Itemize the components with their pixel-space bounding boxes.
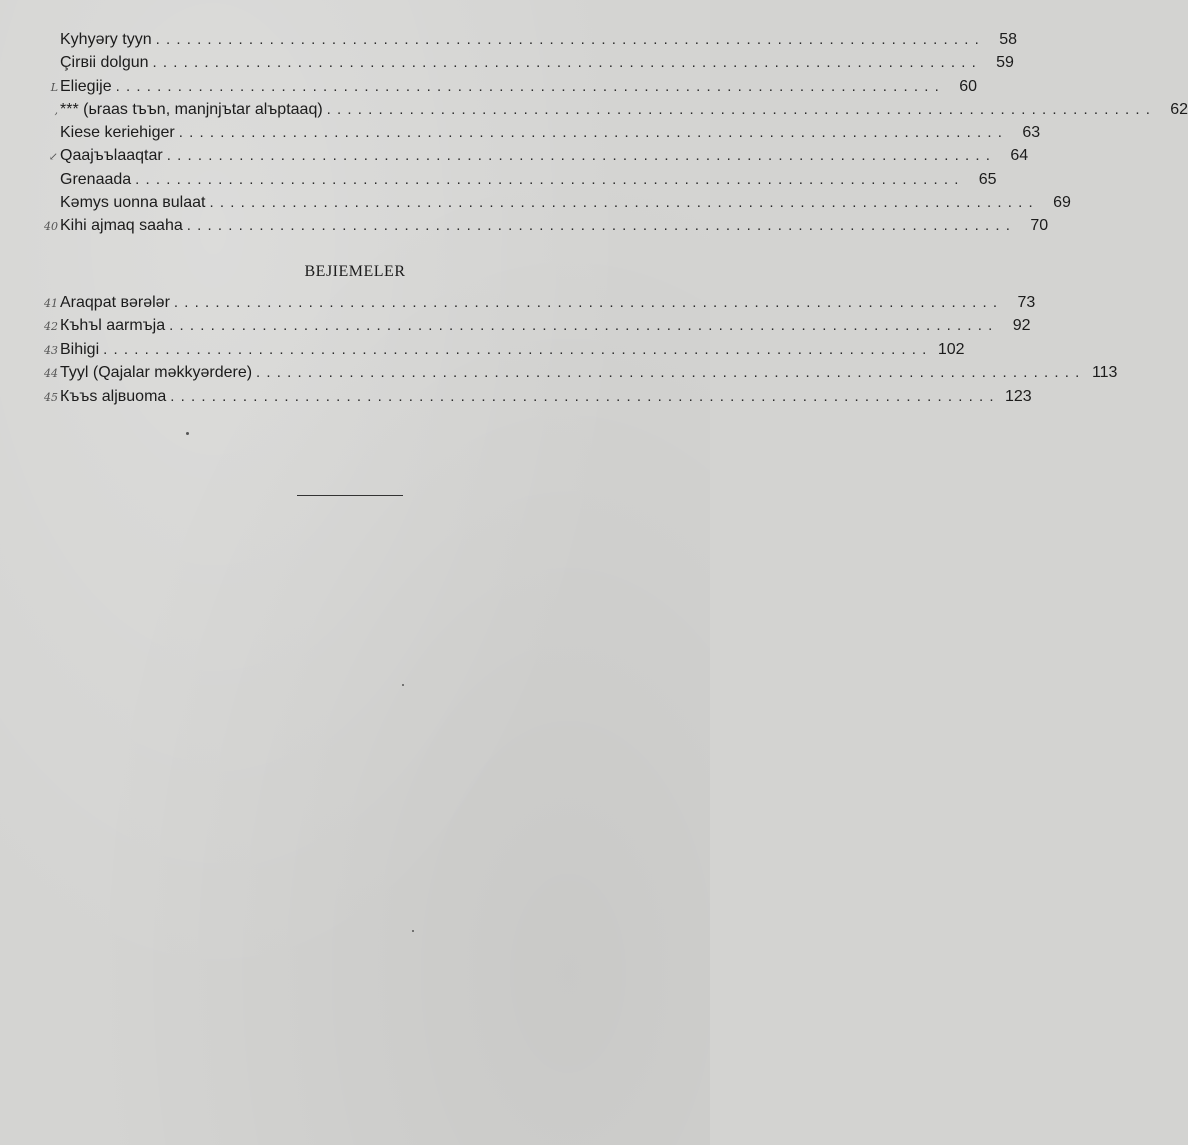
entry-page-number: 60 [959, 77, 977, 95]
handwritten-margin-note: 44 [44, 367, 58, 381]
toc-entry [60, 168, 997, 191]
entry-title: Къhъl aarmъja [60, 317, 166, 335]
table-of-contents [44, 28, 1188, 238]
entry-page-number: 59 [996, 54, 1014, 72]
paper-speck [412, 930, 414, 932]
dot-leader: ................................................................................ [135, 170, 965, 188]
entry-title: Bihigi [60, 340, 100, 358]
handwritten-margin-note: 45 [44, 390, 58, 404]
handwritten-margin-note: 42 [44, 320, 58, 334]
entry-title: Grenaada [60, 170, 132, 188]
entry-title: Kihi ajmaq saaha [60, 217, 183, 235]
handwritten-margin-note: 40 [44, 220, 58, 234]
toc-entry [60, 191, 1071, 214]
dot-leader: ................................................................................ [155, 31, 985, 48]
entry-page-number: 113 [1091, 364, 1118, 382]
toc-entry [44, 338, 965, 361]
entry-title: Çirвii dolgun [60, 54, 149, 72]
dot-leader: ................................................................................ [115, 77, 945, 95]
handwritten-margin-note: 43 [44, 343, 58, 357]
entry-page-number: 73 [1017, 294, 1036, 311]
entry-title: Kəmys uonna вulaat [60, 194, 206, 212]
entry-page-number: 69 [1053, 194, 1071, 212]
entry-title: Kyhyəry tyyn [60, 31, 152, 48]
dot-leader: ................................................................................ [166, 147, 997, 165]
entry-page-number: 62 [1170, 100, 1188, 118]
dot-leader: ................................................................................ [178, 124, 1009, 142]
entry-title: Kiese keriehiger [60, 124, 175, 142]
toc-entry [44, 314, 1031, 337]
toc-entry [44, 291, 1036, 314]
handwritten-margin-note: ↙ [48, 150, 58, 164]
dot-leader: ................................................................................ [186, 217, 1017, 235]
entry-page-number: 123 [1005, 387, 1032, 405]
entry-page-number: 92 [1012, 317, 1031, 335]
entry-title: *** (ьraas tъъn, manjnjъtar alъptaaq) [60, 100, 323, 118]
entry-page-number: 70 [1030, 217, 1049, 235]
entry-title: Tyyl (Qajalar məkkyərdere) [60, 364, 253, 382]
handwritten-margin-note: , [54, 103, 58, 117]
toc-entry [60, 51, 1014, 74]
toc-entry [60, 121, 1041, 144]
handwritten-margin-note: 41 [44, 297, 58, 310]
dot-leader: ................................................................................ [103, 340, 933, 358]
entry-page-number: 63 [1022, 124, 1041, 142]
end-rule [297, 495, 403, 496]
toc-entry [54, 98, 1188, 121]
handwritten-margin-note: L [50, 80, 58, 94]
paper-speck [186, 432, 189, 435]
dot-leader: ................................................................................ [209, 194, 1039, 212]
dot-leader: ................................................................................ [326, 100, 1157, 118]
poems-contents [44, 291, 1118, 408]
entry-page-number: 102 [937, 340, 965, 358]
entry-page-number: 64 [1010, 147, 1029, 165]
entry-title: Araqpat вərələr [60, 294, 170, 311]
entry-page-number: 65 [978, 170, 997, 188]
dot-leader: ................................................................................ [169, 317, 999, 335]
paper-speck [402, 684, 404, 686]
entry-title: Къъs aljвuoma [60, 387, 167, 405]
toc-entry [44, 361, 1118, 384]
dot-leader: ................................................................................ [152, 54, 982, 72]
toc-entry [44, 385, 1032, 408]
entry-page-number: 58 [999, 31, 1017, 48]
dot-leader: ................................................................................ [170, 387, 1000, 405]
entry-title: Eliegije [60, 77, 112, 95]
dot-leader: ................................................................................ [256, 364, 1086, 382]
toc-entry [50, 75, 977, 98]
dot-leader: ................................................................................ [173, 294, 1004, 311]
toc-entry [60, 28, 1017, 51]
toc-entry [44, 214, 1049, 237]
section-heading: BEJIEMELER [304, 263, 406, 280]
toc-entry [48, 144, 1029, 167]
entry-title: Qaajъъlaaqtar [60, 147, 163, 165]
